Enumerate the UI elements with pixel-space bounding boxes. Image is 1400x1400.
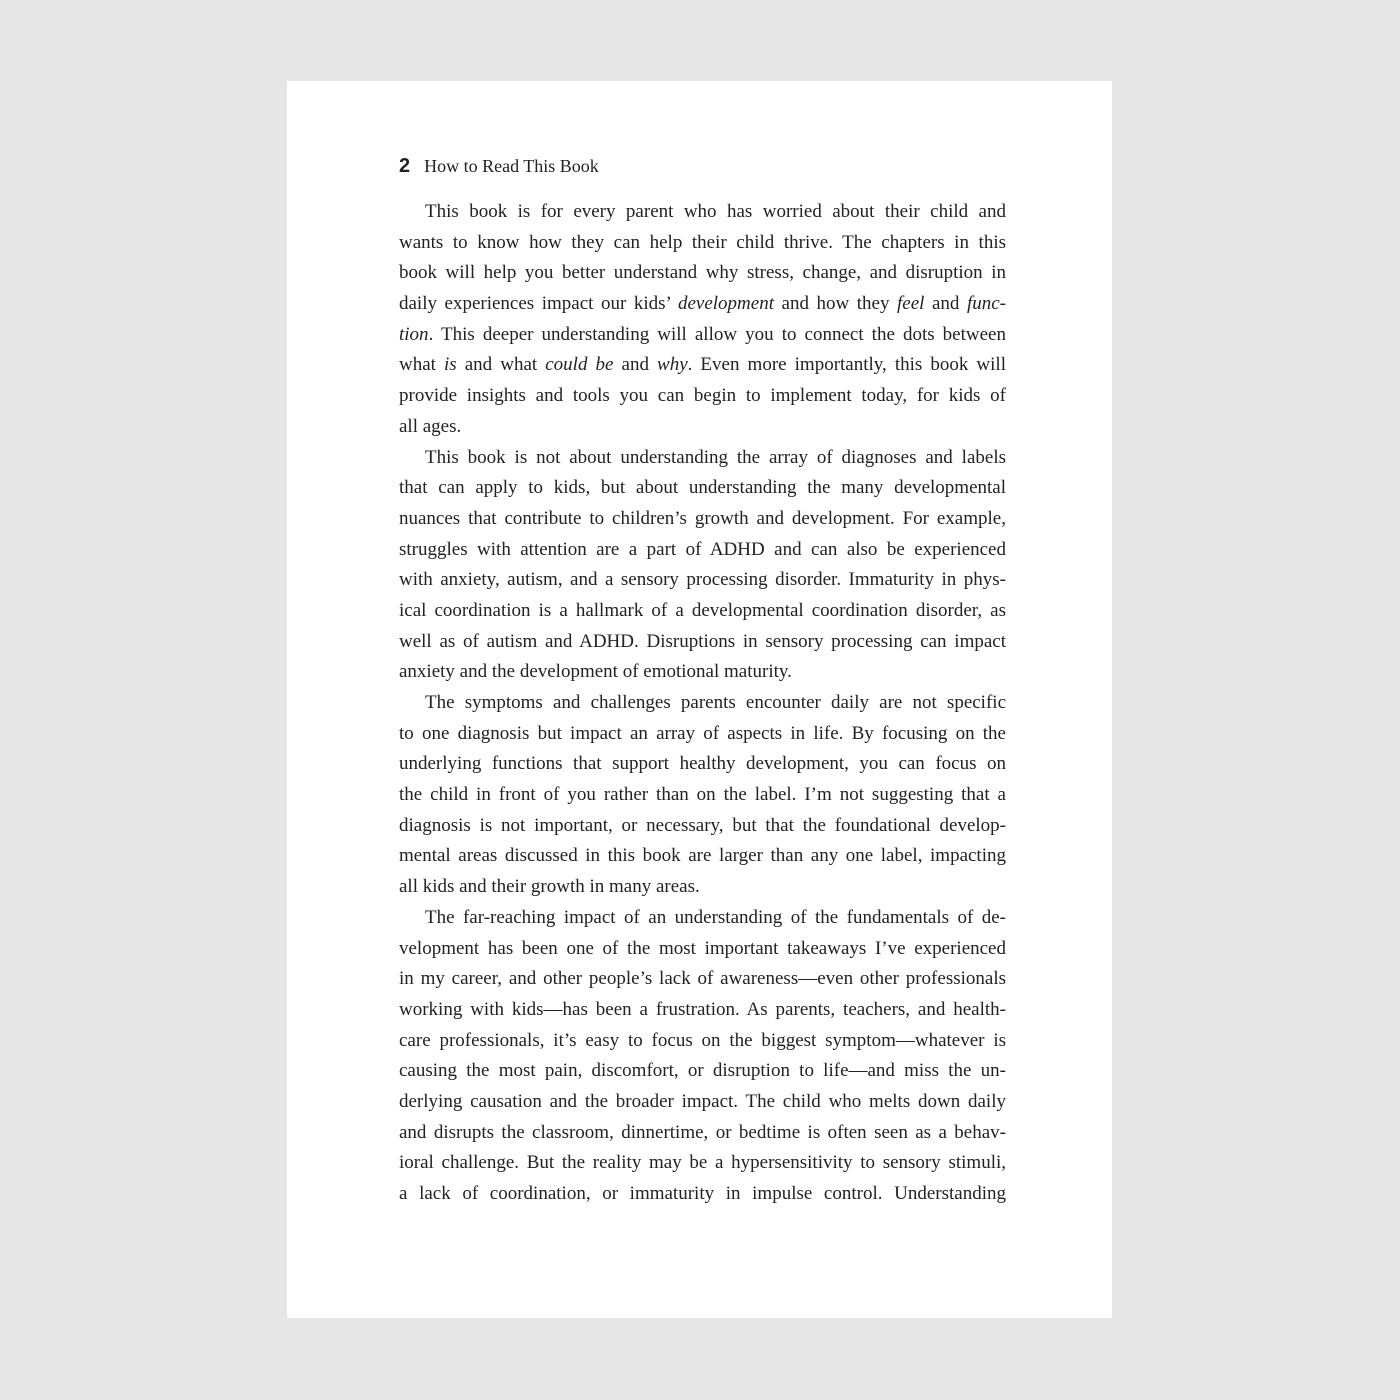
text-line bbox=[399, 1118, 1006, 1149]
text-line bbox=[399, 1056, 1006, 1087]
text-segment: anxiety and the development of emotional maturity. bbox=[399, 661, 792, 683]
text-line bbox=[399, 504, 1006, 535]
text-line bbox=[399, 903, 1006, 934]
text-segment: well as of autism and ADHD. Disruptions in sensory processing can impact bbox=[399, 630, 1006, 652]
text-segment: mental areas discussed in this book are larger than any one label, impacting bbox=[399, 845, 1006, 867]
text-segment: wants to know how they can help their child thrive. The chapters in this bbox=[399, 231, 1006, 253]
paragraph bbox=[399, 197, 1006, 443]
text-line bbox=[399, 197, 1006, 228]
text-segment: . Even more importantly, this book will bbox=[687, 354, 1006, 376]
text-segment: ioral challenge. But the reality may be a hypersensitivity to sensory stimuli, bbox=[399, 1152, 1006, 1174]
text-line bbox=[399, 934, 1006, 965]
text-line bbox=[399, 473, 1006, 504]
text-line bbox=[399, 964, 1006, 995]
text-segment: and bbox=[924, 293, 967, 315]
text-segment: all kids and their growth in many areas. bbox=[399, 876, 700, 898]
text-line bbox=[399, 412, 1006, 443]
text-line bbox=[399, 1026, 1006, 1057]
text-segment: what bbox=[399, 354, 444, 376]
paragraph bbox=[399, 443, 1006, 689]
text-segment: and how they bbox=[773, 293, 897, 315]
italic-text: could be bbox=[545, 354, 614, 376]
text-line bbox=[399, 1148, 1006, 1179]
text-line bbox=[399, 811, 1006, 842]
running-head bbox=[399, 155, 599, 178]
body-text bbox=[399, 197, 1006, 1210]
paragraph bbox=[399, 903, 1006, 1210]
text-segment: velopment has been one of the most important takeaways I’ve experienced bbox=[399, 937, 1006, 959]
text-line bbox=[399, 381, 1006, 412]
text-line bbox=[399, 872, 1006, 903]
text-segment: care professionals, it’s easy to focus on the biggest symptom—whatever is bbox=[399, 1029, 1006, 1051]
text-segment: all ages. bbox=[399, 415, 462, 437]
running-head-title: How to Read This Book bbox=[424, 156, 599, 176]
text-segment: provide insights and tools you can begin to implement today, for kids of bbox=[399, 385, 1006, 407]
text-line bbox=[399, 258, 1006, 289]
text-segment: with anxiety, autism, and a sensory processing disorder. Immaturity in phys- bbox=[399, 569, 1006, 591]
text-segment: underlying functions that support healthy development, you can focus on bbox=[399, 753, 1006, 775]
italic-text: why bbox=[657, 354, 688, 376]
text-segment: the child in front of you rather than on the label. I’m not suggesting that a bbox=[399, 784, 1006, 806]
text-line bbox=[399, 841, 1006, 872]
text-line bbox=[399, 565, 1006, 596]
italic-text: is bbox=[444, 354, 457, 376]
text-line bbox=[399, 320, 1006, 351]
text-segment: The far-reaching impact of an understanding of the fundamentals of de- bbox=[425, 906, 1006, 928]
text-line bbox=[399, 596, 1006, 627]
text-line bbox=[399, 443, 1006, 474]
text-segment: and disrupts the classroom, dinnertime, or bedtime is often seen as a behav- bbox=[399, 1121, 1006, 1143]
text-line bbox=[399, 719, 1006, 750]
text-segment: diagnosis is not important, or necessary, but that the foundational develop- bbox=[399, 814, 1006, 836]
text-line bbox=[399, 228, 1006, 259]
text-line bbox=[399, 688, 1006, 719]
text-segment: This book is for every parent who has worried about their child and bbox=[425, 201, 1006, 222]
text-segment: working with kids—has been a frustration. As parents, teachers, and health- bbox=[399, 998, 1006, 1020]
italic-text: development bbox=[677, 293, 774, 315]
text-line bbox=[399, 350, 1006, 381]
text-segment: struggles with attention are a part of ADHD and can also be experienced bbox=[399, 538, 1006, 560]
text-segment: The symptoms and challenges parents encounter daily are not specific bbox=[425, 692, 1006, 713]
text-segment: causing the most pain, discomfort, or disruption to life—and miss the un- bbox=[399, 1060, 1006, 1082]
text-line bbox=[399, 995, 1006, 1026]
text-line bbox=[399, 1179, 1006, 1210]
italic-text: func- bbox=[966, 293, 1006, 315]
text-segment: ical coordination is a hallmark of a developmental coordination disorder, as bbox=[399, 599, 1006, 621]
text-segment: and what bbox=[456, 354, 546, 376]
text-segment: This book is not about understanding the array of diagnoses and labels bbox=[425, 446, 1006, 468]
italic-text: feel bbox=[897, 293, 925, 315]
text-line bbox=[399, 657, 1006, 688]
text-segment: daily experiences impact our kids’ bbox=[399, 293, 678, 315]
text-segment: to one diagnosis but impact an array of aspects in life. By focusing on the bbox=[399, 722, 1006, 744]
book-page bbox=[287, 81, 1112, 1318]
text-segment: . This deeper understanding will allow you to connect the dots between bbox=[428, 323, 1006, 345]
italic-text: tion bbox=[399, 323, 429, 345]
text-segment: a lack of coordination, or immaturity in impulse control. Understanding bbox=[399, 1183, 1006, 1204]
text-segment: derlying causation and the broader impact. The child who melts down daily bbox=[399, 1090, 1006, 1112]
page-number: 2 bbox=[399, 155, 411, 177]
text-line bbox=[399, 627, 1006, 658]
text-segment: nuances that contribute to children’s growth and development. For example, bbox=[399, 507, 1006, 529]
text-segment: and bbox=[613, 354, 658, 376]
text-line bbox=[399, 1087, 1006, 1118]
text-line bbox=[399, 535, 1006, 566]
text-segment: book will help you better understand why stress, change, and disruption in bbox=[399, 262, 1006, 284]
paragraph bbox=[399, 688, 1006, 903]
text-segment: that can apply to kids, but about understanding the many developmental bbox=[399, 477, 1006, 499]
text-line bbox=[399, 749, 1006, 780]
text-line bbox=[399, 780, 1006, 811]
text-segment: in my career, and other people’s lack of awareness—even other professionals bbox=[399, 968, 1006, 990]
text-line bbox=[399, 289, 1006, 320]
